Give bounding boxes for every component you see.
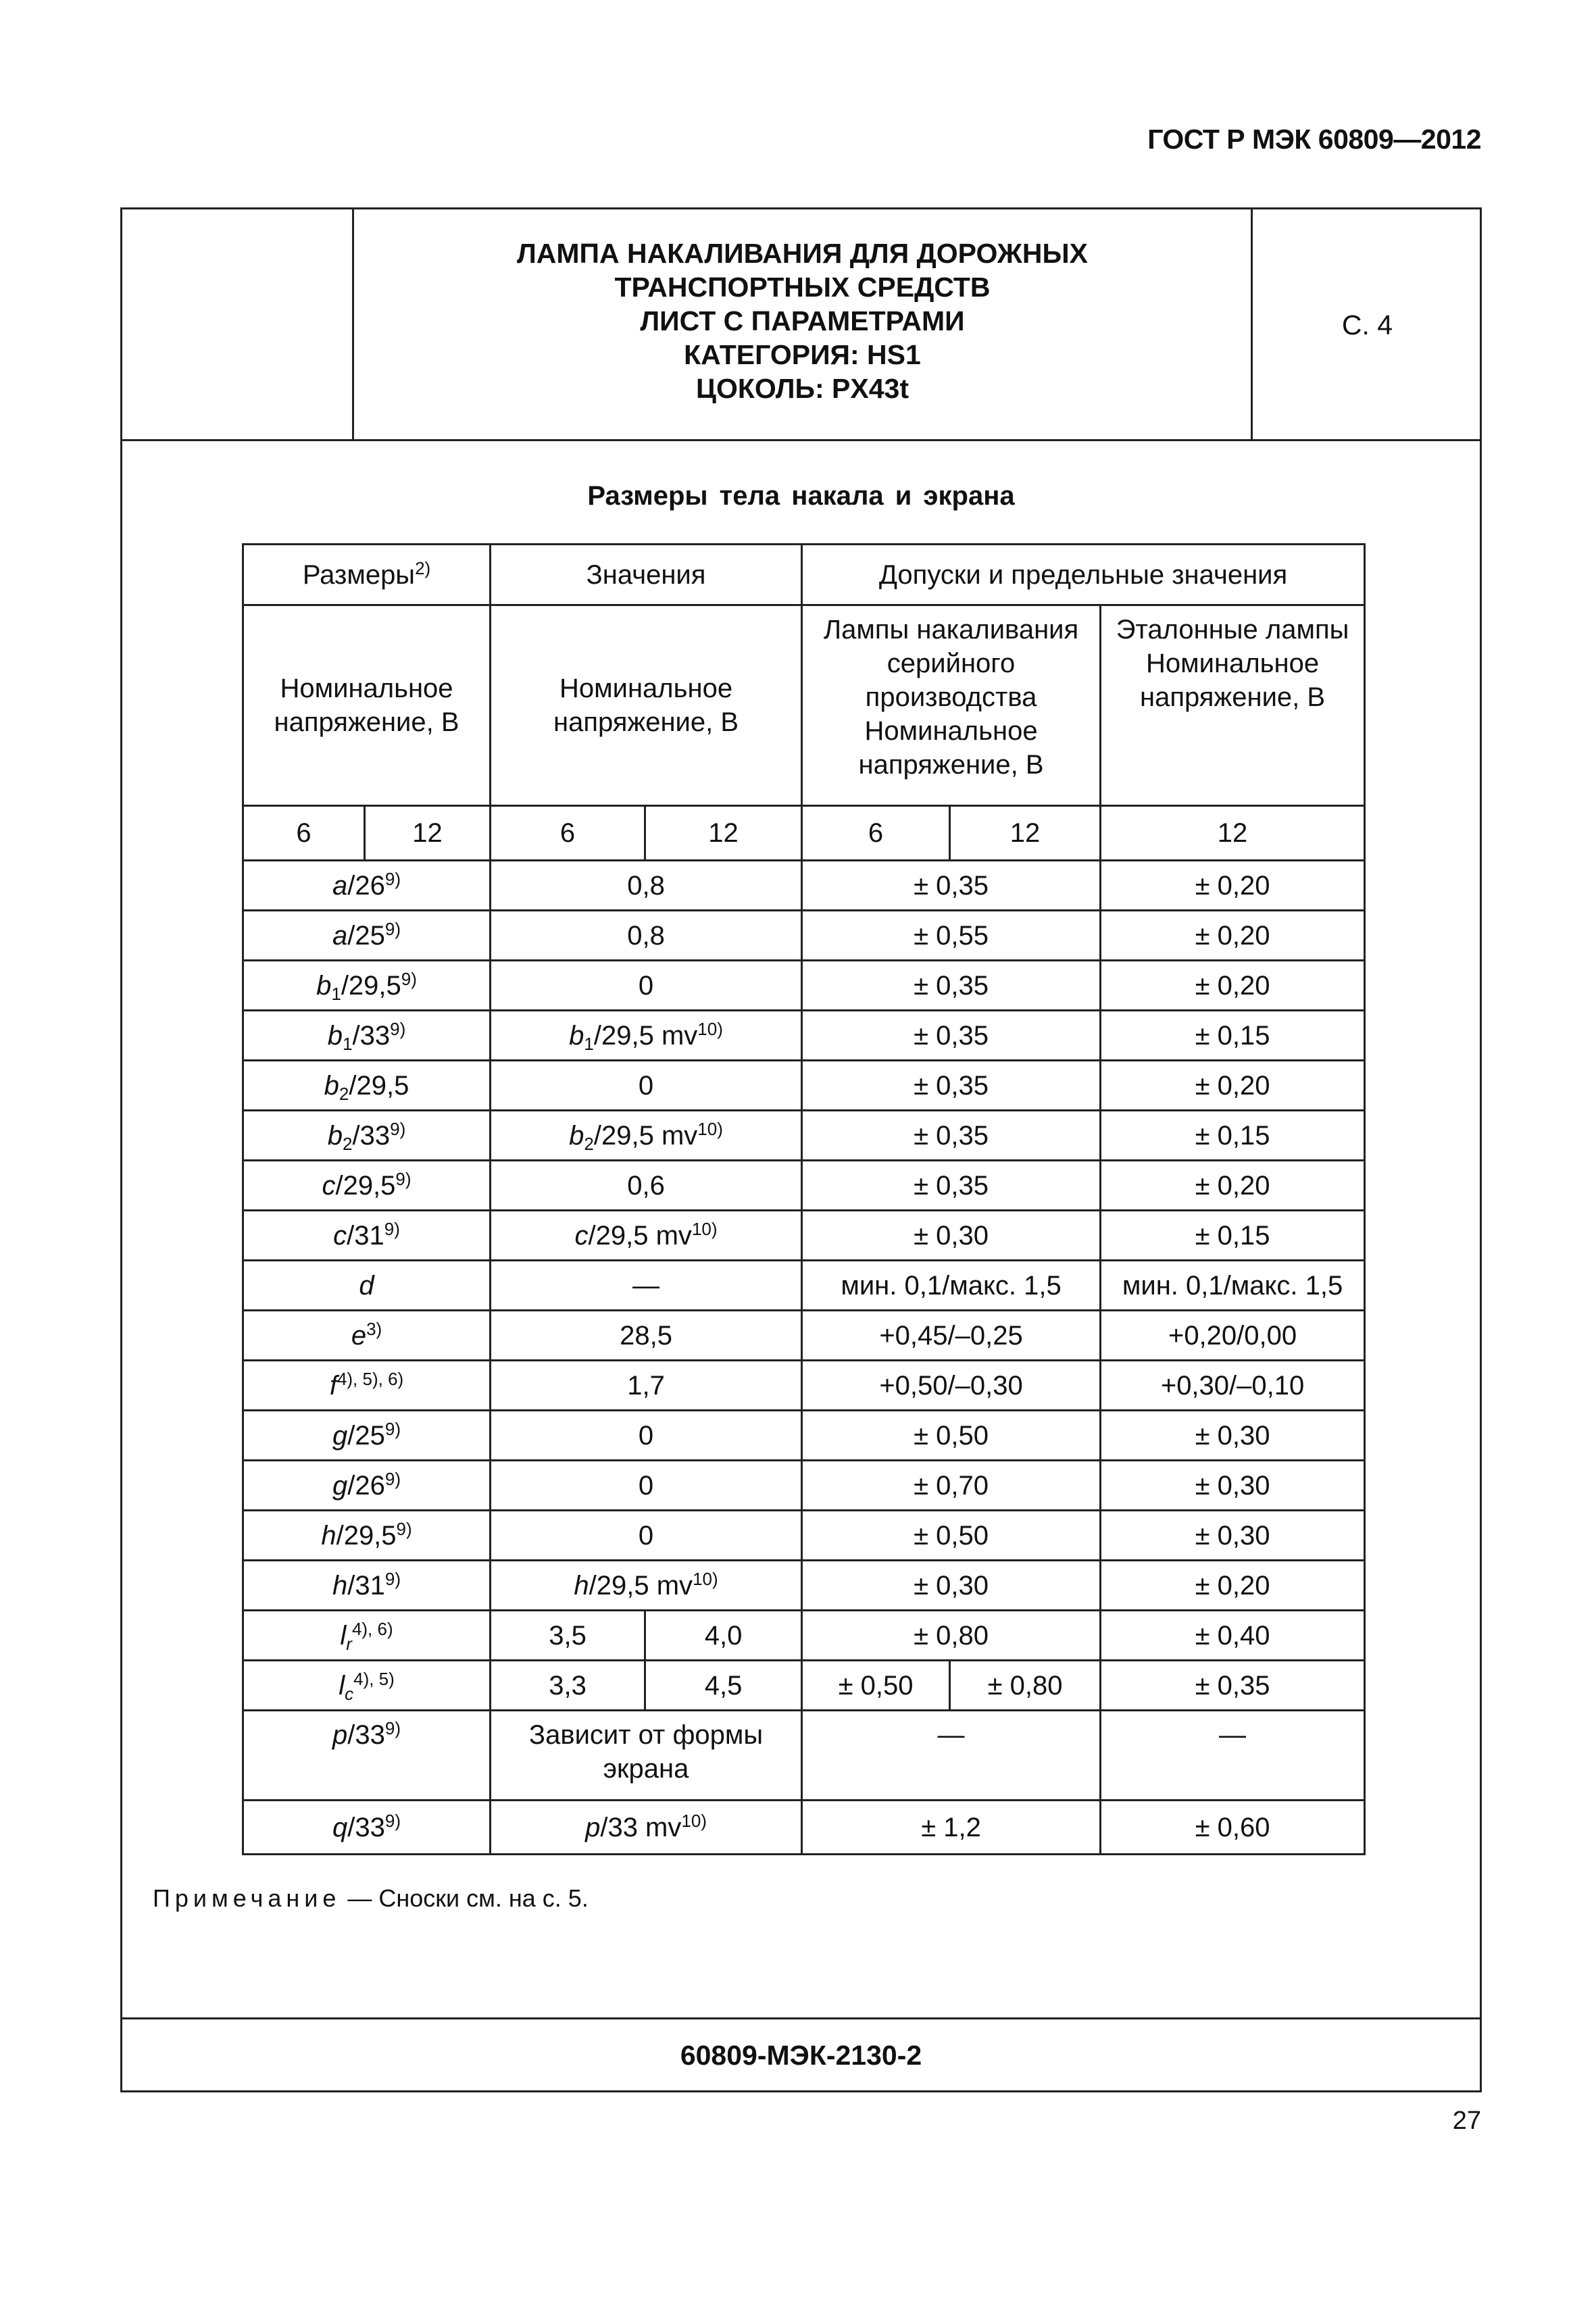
value-cell: 28,5 <box>491 1311 802 1361</box>
tolerance-cell: ± 0,50 <box>802 1411 1101 1461</box>
dimension-cell: p/33$^{9)}$ <box>243 1711 491 1801</box>
dimension-cell: q/33$^{9)}$ <box>243 1801 491 1855</box>
value-cell: 0,8 <box>491 861 802 911</box>
dimension-cell: a/25$^{9)}$ <box>243 911 491 961</box>
dimension-cell: d <box>243 1261 491 1311</box>
tolerance-cell: ± 0,35 <box>802 1011 1101 1061</box>
dimension-cell: g/25$^{9)}$ <box>243 1411 491 1461</box>
page-number: 27 <box>1452 2107 1481 2135</box>
value-cell: c/29,5 $mv^{10)}$ <box>491 1211 802 1261</box>
table-row <box>243 911 1365 961</box>
reference-cell: +0,30/–0,10 <box>1101 1361 1365 1411</box>
table-row <box>243 1801 1365 1855</box>
value-cell: $b_2/29,5$ $mv^{10)}$ <box>491 1111 802 1161</box>
table-row <box>243 1361 1365 1411</box>
reference-cell: ± 0,40 <box>1101 1611 1365 1661</box>
tolerance-cell: +0,45/–0,25 <box>802 1311 1101 1361</box>
voltage-cell: 12 <box>645 806 802 861</box>
reference-cell: ± 0,15 <box>1101 1011 1365 1061</box>
header-nominal-voltage: Номинальное напряжение, В <box>243 605 491 806</box>
title-line: КАТЕГОРИЯ: HS1 <box>684 339 921 370</box>
dimension-cell: $e^{3)}$ <box>243 1311 491 1361</box>
tolerance-cell: ± 0,35 <box>802 861 1101 911</box>
table-row <box>243 1011 1365 1061</box>
reference-cell: ± 0,20 <box>1101 1061 1365 1111</box>
dimension-cell: $b_2/29,5$ <box>243 1061 491 1111</box>
header-nominal-voltage: Номинальное напряжение, В <box>491 605 802 806</box>
reference-cell: ± 0,20 <box>1101 861 1365 911</box>
table-row <box>243 1311 1365 1361</box>
dimension-cell: c/31$^{9)}$ <box>243 1211 491 1261</box>
data-sheet-frame <box>120 207 1482 2092</box>
dimension-cell: h/29,5$^{9)}$ <box>243 1511 491 1561</box>
title-line: ЦОКОЛЬ: PX43t <box>696 373 909 404</box>
sheet-code: 60809-МЭК-2130-2 <box>680 2040 922 2071</box>
dimension-cell: a/26$^{9)}$ <box>243 861 491 911</box>
standard-code: ГОСТ Р МЭК 60809—2012 <box>1147 124 1481 155</box>
value-cell: 4,5 <box>645 1661 802 1711</box>
dimension-cell: $l_r^{4), 6)}$ <box>243 1611 491 1661</box>
value-cell: $b_1/29,5$ $mv^{10)}$ <box>491 1011 802 1061</box>
dimension-cell: $l_c^{4), 5)}$ <box>243 1661 491 1711</box>
table-row <box>243 1461 1365 1511</box>
sheet-page-ref: С. 4 <box>1341 309 1393 341</box>
header-reference-lamps: Эталонные лампы Номинальное напряжение, В <box>1101 605 1365 806</box>
dimension-cell: $b_1/33^{9)}$ <box>243 1011 491 1061</box>
voltage-cell: 12 <box>1101 806 1365 861</box>
reference-cell: ± 0,15 <box>1101 1111 1365 1161</box>
value-cell: 0 <box>491 1461 802 1511</box>
header-blank-cell <box>122 209 354 439</box>
table-row <box>243 1111 1365 1161</box>
value-cell: 0 <box>491 961 802 1011</box>
dimension-cell: c/29,5$^{9)}$ <box>243 1161 491 1211</box>
header-dimensions: Размеры$^{2)}$ <box>243 545 491 605</box>
value-cell: 4,0 <box>645 1611 802 1661</box>
header-tolerances: Допуски и предельные значения <box>802 545 1365 605</box>
reference-cell: +0,20/0,00 <box>1101 1311 1365 1361</box>
reference-cell: ± 0,15 <box>1101 1211 1365 1261</box>
table-row <box>243 1261 1365 1311</box>
tolerance-cell: ± 0,35 <box>802 1111 1101 1161</box>
reference-cell: ± 0,20 <box>1101 961 1365 1011</box>
dimensions-table <box>242 543 1366 1855</box>
value-cell: 3,5 <box>491 1611 645 1661</box>
dimension-cell: $f^{4), 5), 6)}$ <box>243 1361 491 1411</box>
table-row <box>243 1511 1365 1561</box>
tolerance-cell: — <box>802 1711 1101 1801</box>
tolerance-cell: ± 0,35 <box>802 1061 1101 1111</box>
dimension-cell: g/26$^{9)}$ <box>243 1461 491 1511</box>
table-note <box>153 1884 589 1913</box>
tolerance-cell: ± 1,2 <box>802 1801 1101 1855</box>
table-row <box>243 1661 1365 1711</box>
voltage-cell: 12 <box>950 806 1101 861</box>
title-line: ЛИСТ С ПАРАМЕТРАМИ <box>640 305 965 336</box>
value-cell: 0 <box>491 1061 802 1111</box>
reference-cell: ± 0,35 <box>1101 1661 1365 1711</box>
voltage-cell: 12 <box>365 806 491 861</box>
reference-cell: ± 0,60 <box>1101 1801 1365 1855</box>
tolerance-cell: +0,50/–0,30 <box>802 1361 1101 1411</box>
reference-cell: ± 0,20 <box>1101 911 1365 961</box>
tolerance-cell: ± 0,50 <box>802 1511 1101 1561</box>
reference-cell: ± 0,30 <box>1101 1511 1365 1561</box>
table-row <box>243 1711 1365 1801</box>
sheet-footer <box>122 2017 1480 2092</box>
value-cell: 1,7 <box>491 1361 802 1411</box>
voltage-cell: 6 <box>491 806 645 861</box>
tolerance-cell: ± 0,35 <box>802 1161 1101 1211</box>
dimension-cell: h/31$^{9)}$ <box>243 1561 491 1611</box>
value-cell: 0 <box>491 1411 802 1461</box>
voltage-cell: 6 <box>802 806 950 861</box>
tolerance-cell: ± 0,30 <box>802 1211 1101 1261</box>
header-serial-lamps: Лампы накаливания серийного производства Номинальное напряжение, В <box>802 605 1101 806</box>
reference-cell: ± 0,20 <box>1101 1561 1365 1611</box>
note-text: — Сноски см. на с. 5. <box>341 1884 589 1912</box>
sheet-header <box>122 209 1480 441</box>
header-row <box>243 545 1365 605</box>
dimension-cell: $b_2/33^{9)}$ <box>243 1111 491 1161</box>
value-cell: p/33 $mv^{10)}$ <box>491 1801 802 1855</box>
tolerance-cell: ± 0,35 <box>802 961 1101 1011</box>
value-cell: Зависит от формы экрана <box>491 1711 802 1801</box>
tolerance-cell: ± 0,50 <box>802 1661 950 1711</box>
value-cell: — <box>491 1261 802 1311</box>
value-cell: 3,3 <box>491 1661 645 1711</box>
tolerance-cell: ± 0,30 <box>802 1561 1101 1611</box>
title-line: ТРАНСПОРТНЫХ СРЕДСТВ <box>614 272 991 303</box>
title-line: ЛАМПА НАКАЛИВАНИЯ ДЛЯ ДОРОЖНЫХ <box>517 238 1088 269</box>
table-row <box>243 1061 1365 1111</box>
tolerance-cell: ± 0,70 <box>802 1461 1101 1511</box>
header-row <box>243 605 1365 806</box>
sheet-title <box>354 236 1251 405</box>
table-caption: Размеры тела накала и экрана <box>587 481 1015 511</box>
tolerance-cell: ± 0,80 <box>950 1661 1101 1711</box>
tolerance-cell: ± 0,55 <box>802 911 1101 961</box>
header-page-cell <box>1251 209 1482 439</box>
table-row <box>243 1211 1365 1261</box>
reference-cell: ± 0,30 <box>1101 1411 1365 1461</box>
reference-cell: — <box>1101 1711 1365 1801</box>
table-row <box>243 1561 1365 1611</box>
value-cell: 0 <box>491 1511 802 1561</box>
reference-cell: ± 0,20 <box>1101 1161 1365 1211</box>
tolerance-cell: мин. 0,1/макс. 1,5 <box>802 1261 1101 1311</box>
voltage-row <box>243 806 1365 861</box>
voltage-cell: 6 <box>243 806 365 861</box>
note-label: Примечание <box>153 1884 341 1912</box>
table-row <box>243 861 1365 911</box>
value-cell: h/29,5 $mv^{10)}$ <box>491 1561 802 1611</box>
table-row <box>243 1161 1365 1211</box>
header-values: Значения <box>491 545 802 605</box>
reference-cell: ± 0,30 <box>1101 1461 1365 1511</box>
table-row <box>243 961 1365 1011</box>
value-cell: 0,6 <box>491 1161 802 1211</box>
value-cell: 0,8 <box>491 911 802 961</box>
dimension-cell: $b_1/29,5^{9)}$ <box>243 961 491 1011</box>
table-row <box>243 1411 1365 1461</box>
reference-cell: мин. 0,1/макс. 1,5 <box>1101 1261 1365 1311</box>
table-row <box>243 1611 1365 1661</box>
tolerance-cell: ± 0,80 <box>802 1611 1101 1661</box>
